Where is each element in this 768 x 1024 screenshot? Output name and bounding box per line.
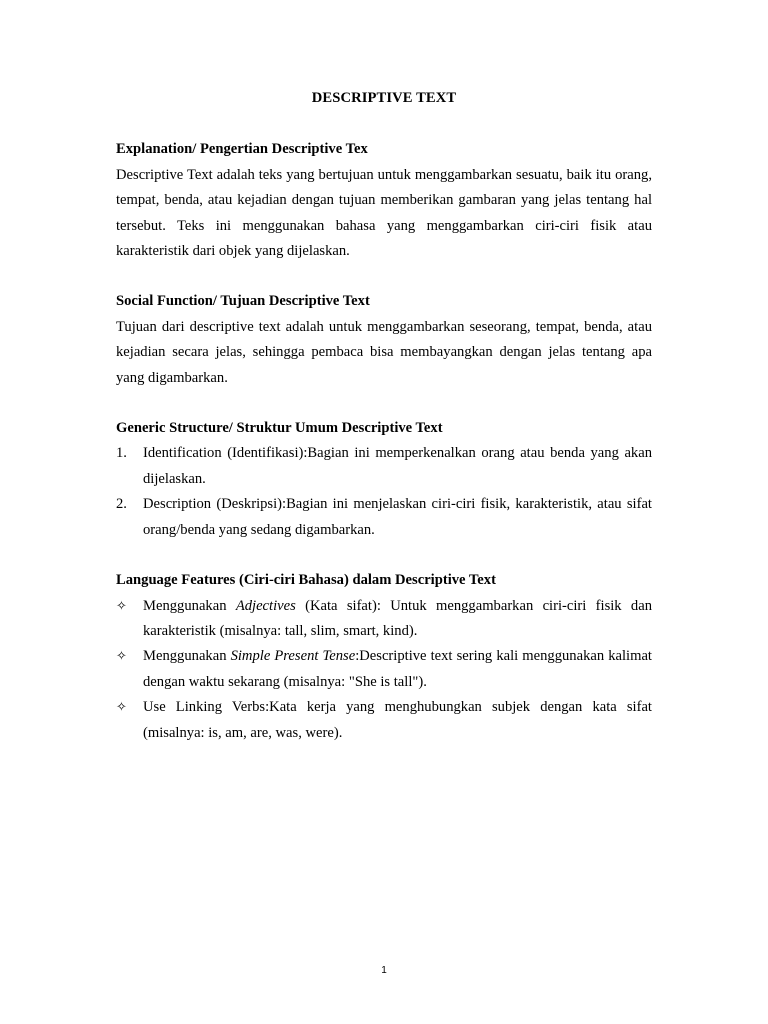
list-item: [116, 492, 652, 543]
list-item-text: Description (Deskripsi):Bagian ini menjelaskan ciri-ciri fisik, karakteristik, atau sifat orang/benda yang sedang digambarkan.: [143, 496, 652, 538]
list-item-text: Identification (Identifikasi):Bagian ini memperkenalkan orang atau benda yang akan dijelaskan.: [143, 445, 652, 487]
diamond-bullet-icon: ✧: [116, 598, 127, 614]
section-generic-structure: [116, 416, 652, 543]
section-social-function: [116, 289, 652, 391]
section-language-features: [116, 568, 652, 746]
item-text-end: (Kata sifat): Untuk menggambarkan ciri-ciri fisik dan karakteristik (misalnya: tall, slim, smart, kind).: [143, 597, 652, 639]
item-term: Simple Present Tense: [230, 648, 356, 665]
diamond-bullet-icon: ✧: [116, 649, 127, 665]
list-item: [116, 644, 652, 695]
list-item-text: [143, 594, 652, 645]
numbered-list: [116, 441, 652, 543]
list-item-text: [143, 644, 652, 695]
bullet-list: [116, 594, 652, 746]
item-term: Adjectives: [235, 597, 296, 614]
diamond-bullet-icon: ✧: [116, 700, 127, 716]
section-heading: Generic Structure/ Struktur Umum Descriptive Text: [116, 420, 443, 437]
page-number: 1: [381, 965, 387, 976]
document-title: DESCRIPTIVE TEXT: [311, 90, 457, 106]
section-heading: Social Function/ Tujuan Descriptive Text: [116, 293, 370, 310]
section-heading: Explanation/ Pengertian Descriptive Tex: [116, 141, 368, 158]
list-item: [116, 594, 652, 645]
document-content: [116, 86, 652, 771]
section-explanation: [116, 137, 652, 264]
list-number: 2.: [116, 496, 127, 513]
section-paragraph: Tujuan dari descriptive text adalah untuk menggambarkan seseorang, tempat, benda, atau kejadian secara jelas, sehingga pembaca bisa membayangkan dengan jelas tentang apa yang digambarkan.: [116, 318, 652, 386]
item-text-end: :Descriptive text sering kali menggunakan kalimat dengan waktu sekarang (misalnya: "She is tall").: [143, 648, 652, 690]
section-heading: Language Features (Ciri-ciri Bahasa) dalam Descriptive Text: [116, 572, 496, 589]
item-text-start: Use Linking Verbs:Kata kerja yang menghubungkan subjek dengan kata sifat (misalnya: is, am, are, was, were).: [143, 699, 652, 741]
list-number: 1.: [116, 445, 127, 462]
section-paragraph: Descriptive Text adalah teks yang bertujuan untuk menggambarkan sesuatu, baik itu orang, tempat, benda, atau kejadian dengan tujuan memberikan gambaran yang jelas tentang hal tersebut. Teks ini menggunakan bahasa yang menggambarkan ciri-ciri fisik atau karakteristik dari objek yang dijelaskan.: [116, 166, 652, 260]
item-text-start: Menggunakan: [143, 597, 236, 614]
list-item-text: [143, 695, 652, 746]
item-text-start: Menggunakan: [143, 648, 231, 665]
list-item: [116, 695, 652, 746]
list-item: [116, 441, 652, 492]
